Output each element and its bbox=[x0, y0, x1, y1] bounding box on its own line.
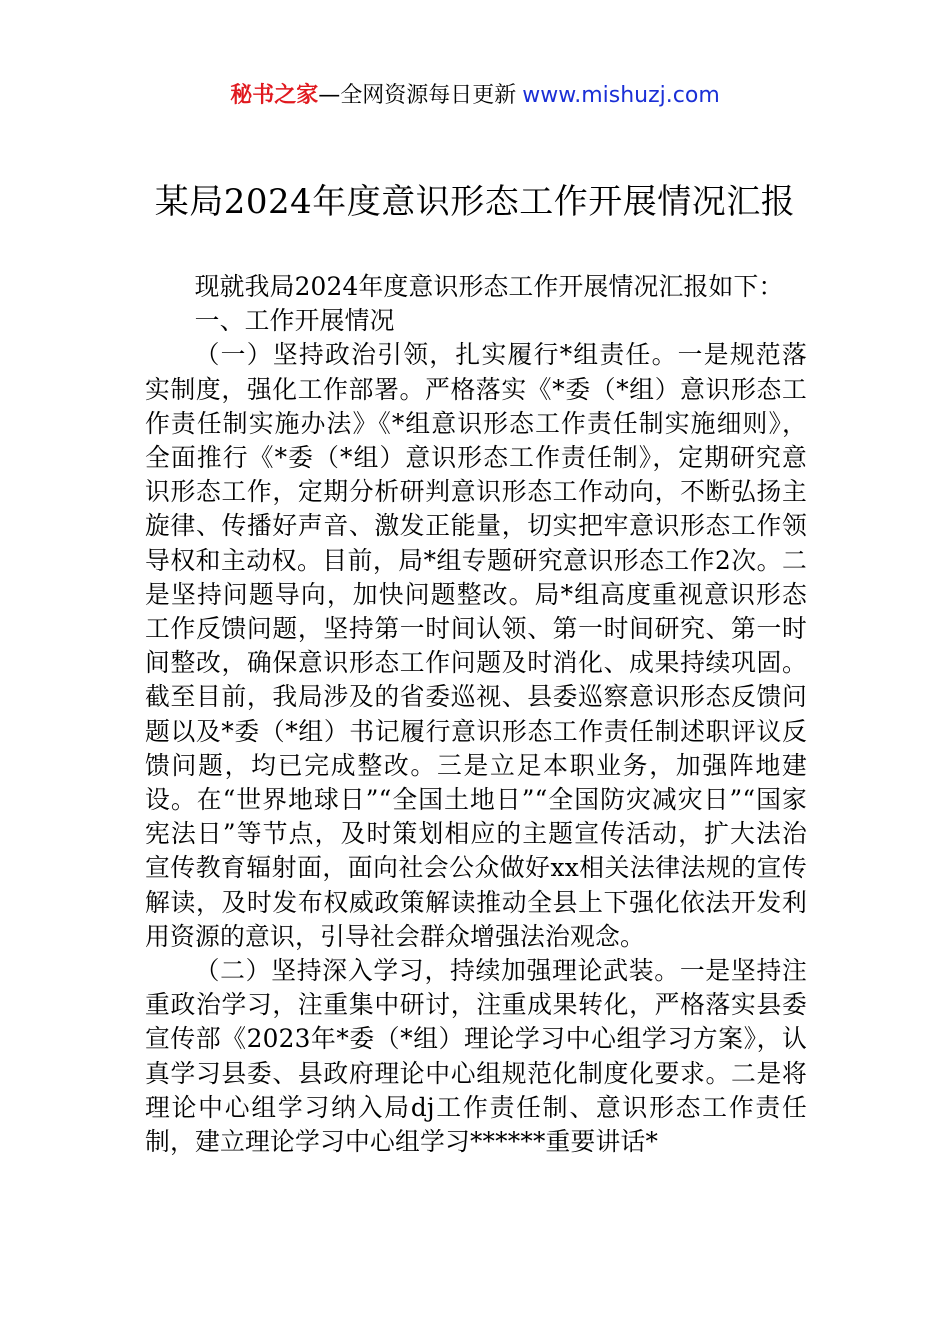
site-tagline: —全网资源每日更新 bbox=[318, 83, 517, 108]
document-title: 某局2024年度意识形态工作开展情况汇报 bbox=[154, 182, 796, 222]
site-url-link[interactable]: www.mishuzj.com bbox=[522, 83, 720, 108]
body-paragraph: （一）坚持政治引领，扎实履行*组责任。一是规范落实制度，强化工作部署。严格落实《*委（*组）意识形态工作责任制实施办法》《*组意识形态工作责任制实施细则》，全面推行《*委（*组）意识形态工作责任制》，定期研究意识形态工作，定期分析研判意识形态工作动向，不断弘扬主旋律、传播好声音、激发正能量，切实把牢意识形态工作领导权和主动权。目前，局*组专题研究意识形态工作2次。二是坚持问题导向，加快问题整改。局*组高度重视意识形态工作反馈问题，坚持第一时间认领、第一时间研究、第一时间整改，确保意识形态工作问题及时消化、成果持续巩固。截至目前，我局涉及的省委巡视、县委巡察意识形态反馈问题以及*委（*组）书记履行意识形态工作责任制述职评议反馈问题，均已完成整改。三是立足本职业务，加强阵地建设。在“世界地球日”“全国土地日”“全国防灾减灾日”“国家宪法日”等节点，及时策划相应的主题宣传活动，扩大法治宣传教育辐射面，面向社会公众做好xx相关法律法规的宣传解读，及时发布权威政策解读推动全县上下强化依法开发利用资源的意识，引导社会群众增强法治观念。 bbox=[145, 340, 807, 951]
document-body bbox=[145, 270, 807, 1159]
intro-paragraph: 现就我局2024年度意识形态工作开展情况汇报如下： bbox=[194, 272, 784, 301]
section-heading: 一、工作开展情况 bbox=[194, 306, 395, 336]
site-header bbox=[0, 80, 950, 112]
site-brand: 秘书之家 bbox=[230, 83, 319, 108]
body-paragraph: （二）坚持深入学习，持续加强理论武装。一是坚持注重政治学习，注重集中研讨，注重成果转化，严格落实县委宣传部《2023年*委（*组）理论学习中心组学习方案》，认真学习县委、县政府理论中心组规范化制度化要求。二是将理论中心组学习纳入局dj工作责任制、意识形态工作责任制，建立理论学习中心组学习******重要讲话* bbox=[145, 956, 807, 1157]
